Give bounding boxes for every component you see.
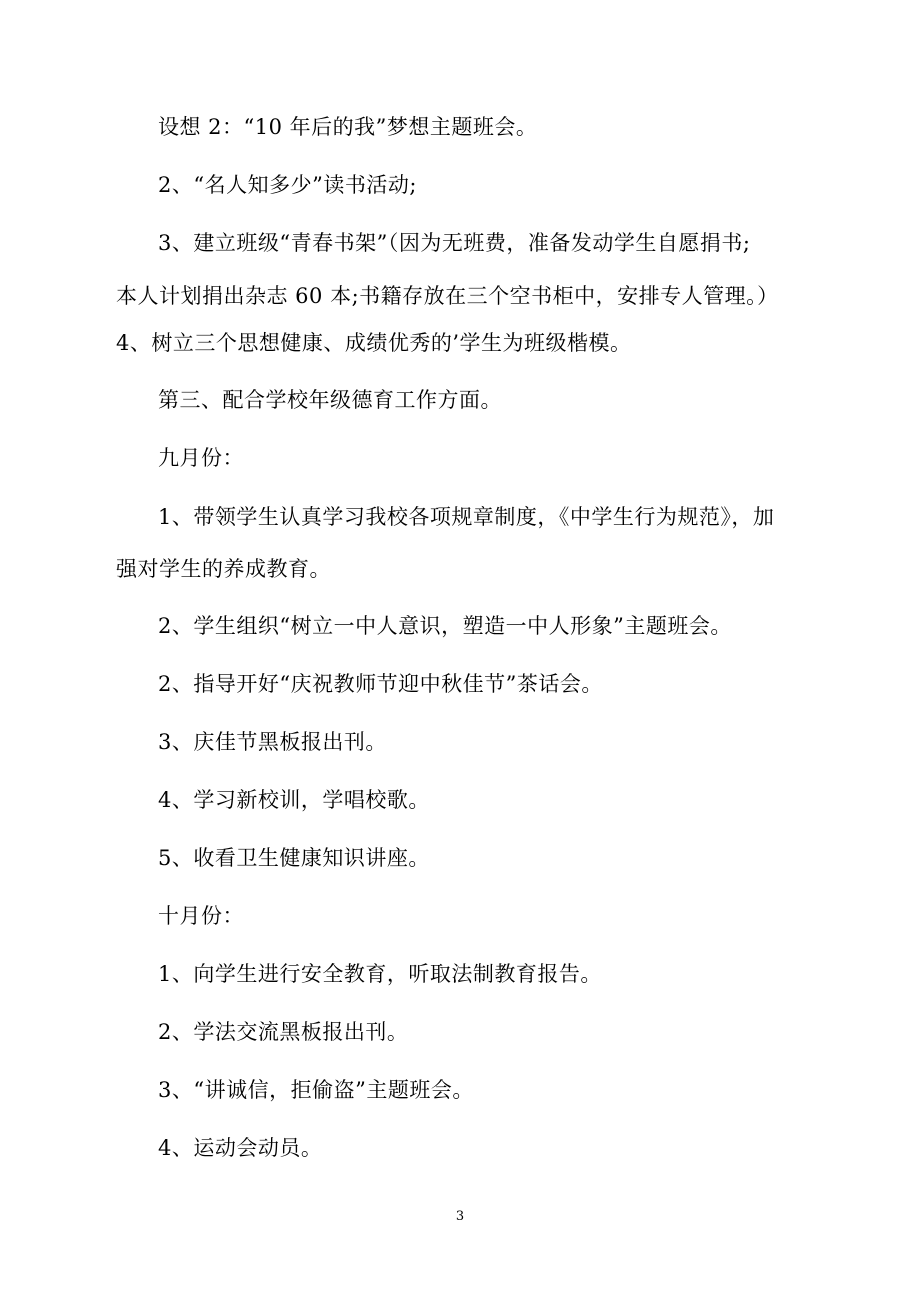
paragraph-line: 强对学生的养成教育。: [116, 557, 331, 581]
paragraph-line: 1、向学生进行安全教育，听取法制教育报告。: [158, 962, 602, 986]
paragraph-line: 2、指导开好“庆祝教师节迎中秋佳节”茶话会。: [158, 672, 603, 696]
paragraph-line: 5、收看卫生健康知识讲座。: [158, 846, 430, 870]
paragraph-line: 2、学法交流黑板报出刊。: [158, 1020, 409, 1044]
paragraph-line: 2、学生组织“树立一中人意识，塑造一中人形象”主题班会。: [158, 614, 732, 638]
paragraph-line: 4、学习新校训，学唱校歌。: [158, 788, 430, 812]
paragraph-line: 1、带领学生认真学习我校各项规章制度，《中学生行为规范》，加: [158, 505, 775, 529]
paragraph-line: 设想 2：“10 年后的我”梦想主题班会。: [158, 115, 538, 139]
paragraph-line: 3、建立班级“青春书架”（因为无班费，准备发动学生自愿捐书;: [158, 231, 751, 255]
paragraph-line: 本人计划捐出杂志 60 本;书籍存放在三个空书柜中，安排专人管理。）: [116, 284, 779, 308]
paragraph-line: 2、“名人知多少”读书活动;: [158, 173, 417, 197]
paragraph-line: 4、运动会动员。: [158, 1136, 323, 1160]
paragraph-line: 第三、配合学校年级德育工作方面。: [158, 388, 502, 412]
paragraph-line: 3、庆佳节黑板报出刊。: [158, 730, 387, 754]
paragraph-line: 九月份：: [158, 446, 244, 470]
paragraph-line: 3、“讲诚信，拒偷盗”主题班会。: [158, 1078, 474, 1102]
paragraph-line: 十月份：: [158, 904, 244, 928]
page-number: 3: [455, 1209, 465, 1224]
paragraph-line: 4、树立三个思想健康、成绩优秀的’学生为班级楷模。: [116, 331, 632, 355]
